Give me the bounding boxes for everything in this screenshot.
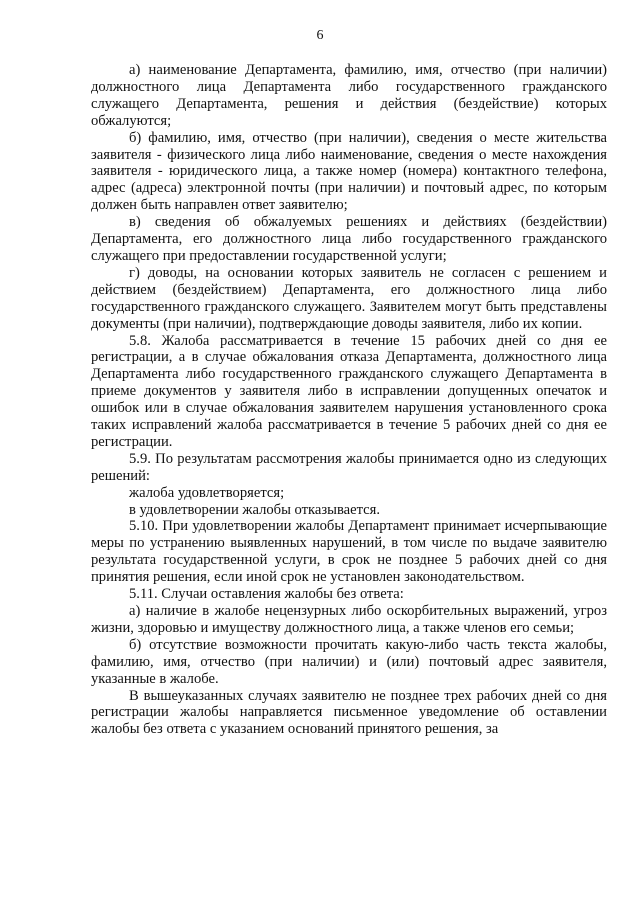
paragraph-no-answer-item-a: а) наличие в жалобе нецензурных либо оскорбительных выражений, угроз жизни, здоровью и имуществу должностного лица, а также членов его семьи;: [91, 603, 607, 636]
paragraph-decision-satisfied: жалоба удовлетворяется;: [129, 484, 285, 501]
paragraph-complaint-item-g: г) доводы, на основании которых заявитель не согласен с решением и действием (бездействием) Департамента, его должностного лица либо государственного гражданского служащего. Заявителем могут быть представлены документы (при наличии), подтверждающие доводы заявителя, либо их копии.: [91, 264, 607, 332]
document-body: [91, 62, 607, 738]
paragraph-notification: В вышеуказанных случаях заявителю не позднее трех рабочих дней со дня регистрации жалобы направляется письменное уведомление об оставлении жалобы без ответа с указанием оснований принятого решения, за: [91, 687, 607, 738]
paragraph-no-answer-item-b: б) отсутствие возможности прочитать какую-либо часть текста жалобы, фамилию, имя, отчество (при наличии) и (или) почтовый адрес заявителя, указанные в жалобе.: [91, 636, 607, 687]
page-number: 6: [316, 28, 324, 43]
paragraph-decision-refused: в удовлетворении жалобы отказывается.: [129, 501, 381, 518]
paragraph-complaint-item-v: в) сведения об обжалуемых решениях и действиях (бездействии) Департамента, его должностного лица либо государственного гражданского служащего при предоставлении государственной услуги;: [91, 214, 607, 264]
paragraph-complaint-item-a: а) наименование Департамента, фамилию, имя, отчество (при наличии) должностного лица Департамента либо государственного гражданского служащего Департамента, решения и действия (бездействие) которых обжалуются;: [91, 62, 607, 129]
paragraph-section-5-9: 5.9. По результатам рассмотрения жалобы принимается одно из следующих решений:: [91, 450, 607, 484]
paragraph-complaint-item-b: б) фамилию, имя, отчество (при наличии), сведения о месте жительства заявителя - физического лица либо наименование, сведения о месте нахождения заявителя - юридического лица, а также номер (номера) контактного телефона, адрес (адреса) электронной почты (при наличии) и почтовый адрес, по которым должен быть направлен ответ заявителю;: [91, 129, 607, 214]
paragraph-section-5-8: 5.8. Жалоба рассматривается в течение 15 рабочих дней со дня ее регистрации, а в случае обжалования отказа Департамента, должностного лица Департамента либо государственного гражданского служащего Департамента в приеме документов у заявителя либо в исправлении допущенных опечаток и ошибок или в случае обжалования заявителем нарушения установленного срока таких исправлений жалоба рассматривается в течение 5 рабочих дней со дня ее регистрации.: [91, 332, 607, 450]
paragraph-section-5-10: 5.10. При удовлетворении жалобы Департамент принимает исчерпывающие меры по устранению выявленных нарушений, в том числе по выдаче заявителю результата государственной услуги, в срок не позднее 5 рабочих дней со дня принятия решения, если иной срок не установлен законодательством.: [91, 518, 607, 586]
paragraph-section-5-11: 5.11. Случаи оставления жалобы без ответа:: [129, 586, 404, 603]
